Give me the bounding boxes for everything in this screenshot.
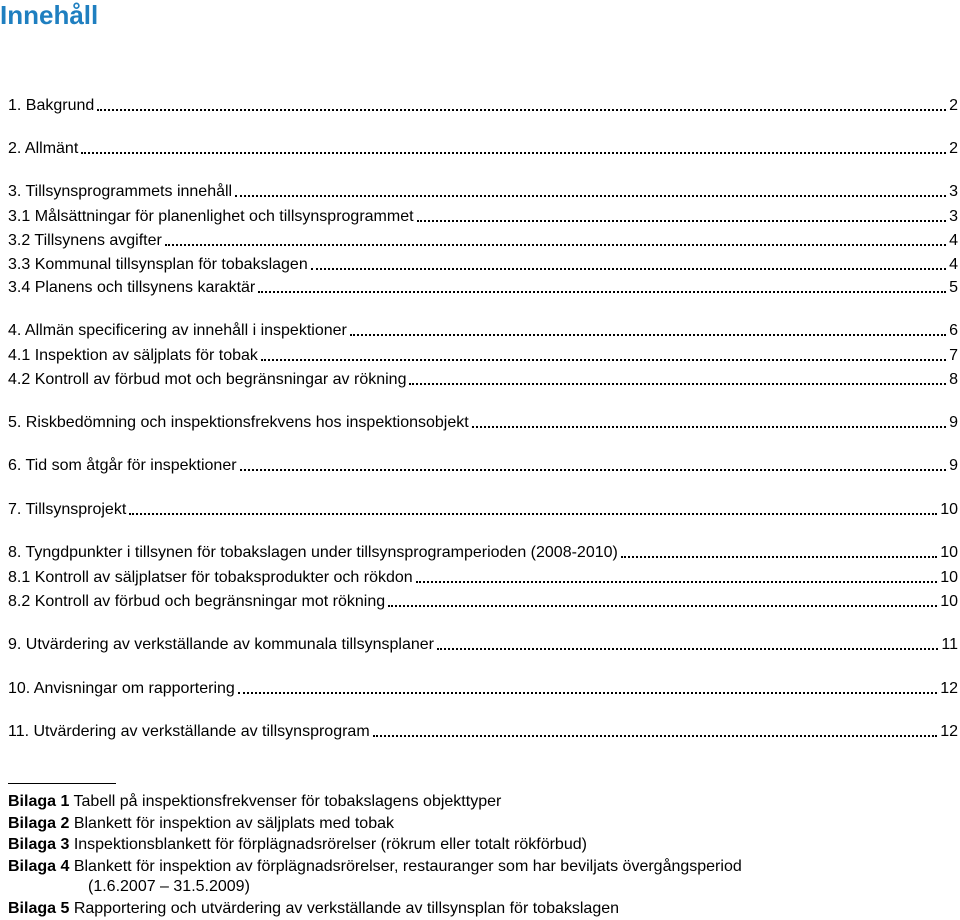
- toc-page-number: 4: [949, 256, 958, 273]
- appendix-label: Bilaga 5: [8, 900, 70, 917]
- toc-entry[interactable]: [8, 180, 958, 202]
- toc-page-number: 6: [949, 322, 958, 339]
- toc-entry[interactable]: [8, 590, 958, 612]
- toc-page-number: 3: [949, 183, 958, 200]
- toc-entry-title: 3.1 Målsättningar för planenlighet och tillsynsprogrammet: [8, 208, 414, 225]
- toc-dot-leader: [350, 334, 946, 336]
- toc-entry-title: 2. Allmänt: [8, 140, 79, 157]
- toc-entry-title: 4. Allmän specificering av innehåll i inspektioner: [8, 322, 347, 339]
- toc-entry-title: 8. Tyngdpunkter i tillsynen för tobakslagen under tillsynsprogramperioden (2008-2010): [8, 544, 618, 561]
- toc-entry[interactable]: [8, 205, 958, 227]
- appendix-description: Rapportering och utvärdering av verkställande av tillsynsplan för tobakslagen: [73, 900, 620, 917]
- toc-entry[interactable]: [8, 137, 958, 159]
- toc-dot-leader: [81, 152, 946, 154]
- appendix-description: Blankett för inspektion av säljplats med tobak: [73, 815, 394, 832]
- toc-entry[interactable]: [8, 368, 958, 390]
- toc-dot-leader: [311, 268, 946, 270]
- toc-entry-title: 10. Anvisningar om rapportering: [8, 680, 235, 697]
- toc-entry[interactable]: [8, 319, 958, 341]
- toc-page-number: 10: [940, 593, 958, 610]
- toc-dot-leader: [621, 556, 937, 558]
- toc-dot-leader: [238, 692, 937, 694]
- toc-entry-title: 7. Tillsynsprojekt: [8, 501, 127, 518]
- toc-entry[interactable]: [8, 344, 958, 366]
- appendix-label: Bilaga 4: [8, 858, 70, 875]
- toc-dot-leader: [417, 220, 947, 222]
- toc-page-number: 9: [949, 414, 958, 431]
- toc-entry-title: 3.2 Tillsynens avgifter: [8, 232, 162, 249]
- toc-entry-title: 6. Tid som åtgår för inspektioner: [8, 457, 237, 474]
- toc-page-number: 8: [949, 371, 958, 388]
- appendix-label: Bilaga 2: [8, 815, 70, 832]
- toc-entry[interactable]: [8, 94, 958, 116]
- toc-page-number: 10: [940, 569, 958, 586]
- appendix-item: [8, 857, 958, 877]
- toc-entry[interactable]: [8, 229, 958, 251]
- toc-page-number: 10: [940, 501, 958, 518]
- toc-dot-leader: [437, 648, 938, 650]
- toc-entry[interactable]: [8, 541, 958, 563]
- toc-entry-title: 11. Utvärdering av verkställande av tillsynsprogram: [8, 723, 370, 740]
- toc-page-number: 2: [949, 97, 958, 114]
- toc-dot-leader: [258, 291, 946, 293]
- toc-dot-leader: [97, 109, 946, 111]
- toc-dot-leader: [235, 195, 946, 197]
- toc-entry-title: 5. Riskbedömning och inspektionsfrekvens hos inspektionsobjekt: [8, 414, 469, 431]
- appendix-description: Blankett för inspektion av förplägnadsrörelser, restauranger som har beviljats övergångsperiod: [73, 858, 742, 875]
- appendix-label: Bilaga 1: [8, 793, 70, 810]
- toc-dot-leader: [373, 735, 938, 737]
- appendix-description: Tabell på inspektionsfrekvenser för tobakslagens objekttyper: [73, 793, 502, 810]
- toc-page-number: 9: [949, 457, 958, 474]
- toc-entry[interactable]: [8, 720, 958, 742]
- toc-entry-title: 9. Utvärdering av verkställande av kommunala tillsynsplaner: [8, 636, 434, 653]
- toc-page-number: 12: [940, 680, 958, 697]
- appendix-item: [8, 899, 958, 919]
- toc-dot-leader: [165, 244, 946, 246]
- toc-dot-leader: [472, 426, 946, 428]
- toc-entry[interactable]: [8, 633, 958, 655]
- toc-entry-title: 1. Bakgrund: [8, 97, 95, 114]
- toc-entry-title: 4.2 Kontroll av förbud mot och begränsningar av rökning: [8, 371, 407, 388]
- toc-entry[interactable]: [8, 454, 958, 476]
- toc-page-number: 11: [941, 636, 958, 653]
- toc-entry-title: 8.2 Kontroll av förbud och begränsningar mot rökning: [8, 593, 386, 610]
- appendix-description: Inspektionsblankett för förplägnadsrörelser (rökrum eller totalt rökförbud): [73, 836, 587, 853]
- toc-page-number: 12: [940, 723, 958, 740]
- toc-page-number: 4: [949, 232, 958, 249]
- toc-page-number: 10: [940, 544, 958, 561]
- appendix-item: [8, 814, 958, 834]
- toc-dot-leader: [416, 581, 938, 583]
- toc-entry[interactable]: [8, 677, 958, 699]
- toc-dot-leader: [240, 469, 947, 471]
- toc-entry-title: 8.1 Kontroll av säljplatser för tobaksprodukter och rökdon: [8, 569, 413, 586]
- toc-dot-leader: [129, 513, 937, 515]
- toc-page-number: 3: [949, 208, 958, 225]
- toc-entry[interactable]: [8, 276, 958, 298]
- toc-entry-title: 4.1 Inspektion av säljplats för tobak: [8, 347, 258, 364]
- toc-entry[interactable]: [8, 566, 958, 588]
- toc-dot-leader: [261, 359, 946, 361]
- appendix-item: [8, 835, 958, 855]
- toc-page-number: 7: [949, 347, 958, 364]
- toc-entry-title: 3.3 Kommunal tillsynsplan för tobakslagen: [8, 256, 308, 273]
- toc-entry[interactable]: [8, 411, 958, 433]
- toc-entry[interactable]: [8, 253, 958, 275]
- appendix-item: [8, 792, 958, 812]
- section-divider: [8, 783, 116, 784]
- appendix-description-continuation: (1.6.2007 – 31.5.2009): [88, 878, 250, 895]
- toc-entry-title: 3. Tillsynsprogrammets innehåll: [8, 183, 233, 200]
- appendix-label: Bilaga 3: [8, 836, 70, 853]
- toc-page-number: 5: [949, 279, 958, 296]
- toc-dot-leader: [409, 383, 946, 385]
- toc-entry-title: 3.4 Planens och tillsynens karaktär: [8, 279, 256, 296]
- page-title: Innehåll: [0, 0, 99, 30]
- toc-dot-leader: [388, 605, 937, 607]
- toc-page-number: 2: [949, 140, 958, 157]
- toc-entry[interactable]: [8, 498, 958, 520]
